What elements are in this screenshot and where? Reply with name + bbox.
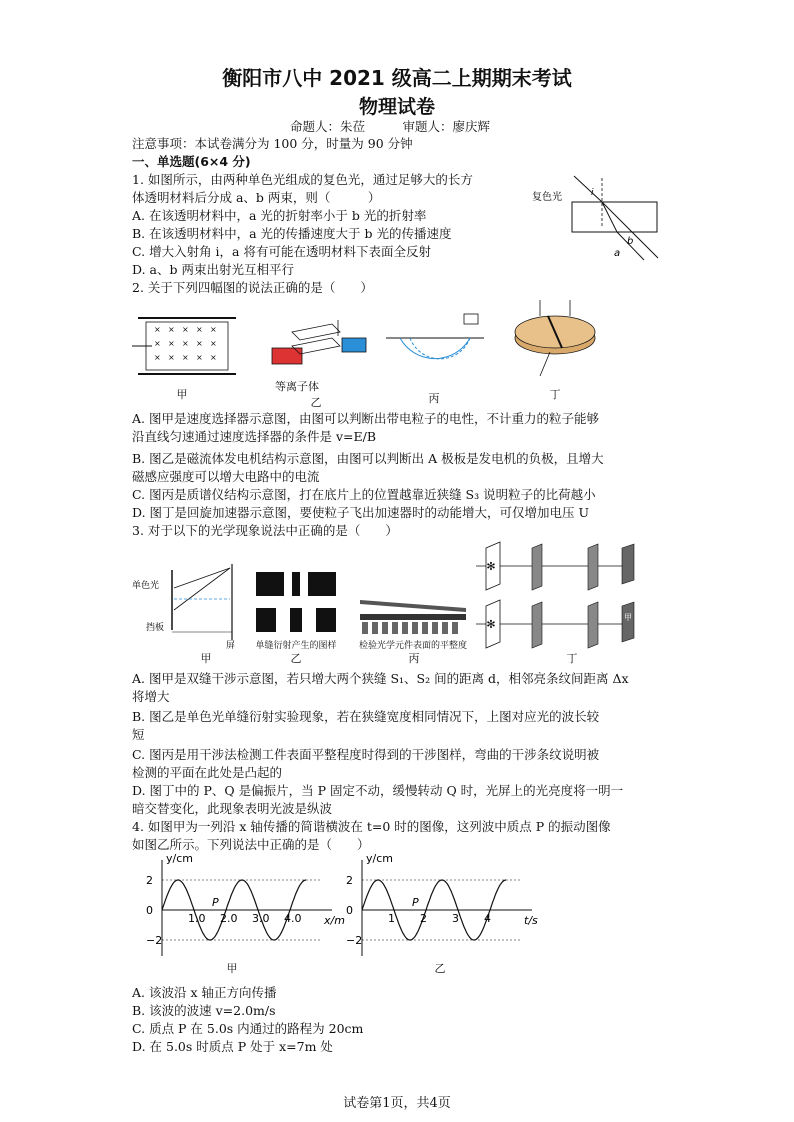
q1-fig-i-label: i bbox=[591, 188, 594, 198]
q3-stem: 3. 对于以下的光学现象说法中正确的是（ ） bbox=[132, 523, 398, 538]
q3-fig-ding-label: 甲 bbox=[624, 613, 632, 622]
q2-figure-mhd-generator bbox=[262, 318, 372, 378]
q4-option-b: B. 该波的波速 v=2.0m/s bbox=[132, 1003, 276, 1018]
x-axis-label: x/m bbox=[324, 914, 345, 927]
q1-option-a: A. 在该透明材料中，a 光的折射率小于 b 光的折射率 bbox=[132, 208, 427, 223]
q3-option-a-1: A. 图甲是双缝干涉示意图，若只增大两个狭缝 S₁、S₂ 间的距离 d，相邻亮条纹间距离 Δx bbox=[132, 671, 629, 686]
q4-chart-vibration bbox=[332, 852, 542, 968]
svg-text:✻: ✻ bbox=[486, 560, 496, 573]
q4-chart-wave bbox=[132, 852, 345, 968]
y-tick-label: 0 bbox=[146, 904, 153, 917]
svg-text:×: × bbox=[182, 325, 189, 334]
q3-fig-screen-label: 屏 bbox=[226, 641, 236, 651]
q3-caption-ding: 丁 bbox=[566, 652, 578, 665]
svg-text:×: × bbox=[154, 325, 161, 334]
svg-text:×: × bbox=[154, 339, 161, 348]
svg-text:×: × bbox=[196, 339, 203, 348]
q2-option-a-1: A. 图甲是速度选择器示意图，由图可以判断出带电粒子的电性，不计重力的粒子能够 bbox=[132, 411, 599, 426]
point-p-label: P bbox=[212, 896, 219, 909]
q4-caption-jia: 甲 bbox=[226, 962, 238, 975]
q3-fig-baffle-label: 挡板 bbox=[146, 623, 165, 633]
svg-text:×: × bbox=[196, 353, 203, 362]
q1-option-b: B. 在该透明材料中，a 光的传播速度大于 b 光的传播速度 bbox=[132, 226, 452, 241]
q3-option-b-2: 短 bbox=[132, 727, 145, 742]
q3-caption-yi: 乙 bbox=[290, 652, 302, 665]
x-tick-label: 3 bbox=[452, 912, 459, 925]
q2-caption-bing: 丙 bbox=[428, 392, 440, 405]
q3-fig-bing-label: 检验光学元件表面的平整度 bbox=[358, 641, 467, 651]
x-tick-label: 2.0 bbox=[220, 912, 238, 925]
svg-text:×: × bbox=[210, 325, 217, 334]
y-axis-label: y/cm bbox=[166, 852, 193, 865]
q3-fig-yi-label: 单缝衍射产生的图样 bbox=[255, 641, 337, 651]
q3-caption-bing: 丙 bbox=[408, 652, 420, 665]
y-tick-label: −2 bbox=[146, 934, 163, 947]
svg-text:×: × bbox=[182, 339, 189, 348]
q3-option-c-1: C. 图丙是用干涉法检测工件表面平整程度时得到的干涉图样，弯曲的干涉条纹说明被 bbox=[132, 747, 600, 762]
q1-fig-a-label: a bbox=[614, 248, 621, 259]
x-axis-label: t/s bbox=[524, 914, 538, 927]
q3-caption-jia: 甲 bbox=[200, 652, 212, 665]
q4-option-a: A. 该波沿 x 轴正方向传播 bbox=[132, 985, 277, 1000]
q3-fig-light-label: 单色光 bbox=[132, 581, 160, 591]
q2-figure-cyclotron bbox=[510, 296, 600, 382]
x-tick-label: 1 bbox=[388, 912, 395, 925]
q2-option-c: C. 图丙是质谱仪结构示意图，打在底片上的位置越靠近狭缝 S₃ 说明粒子的比荷越小 bbox=[132, 487, 596, 502]
q2-option-b-2: 磁感应强度可以增大电路中的电流 bbox=[132, 469, 320, 484]
x-tick-label: 3.0 bbox=[252, 912, 270, 925]
q1-figure-refraction bbox=[532, 168, 662, 268]
svg-text:×: × bbox=[168, 353, 175, 362]
q2-caption-yi: 乙 bbox=[310, 396, 322, 409]
q3-figure-flatness-test bbox=[358, 596, 468, 636]
q1-option-d: D. a、b 两束出射光互相平行 bbox=[132, 262, 294, 277]
q1-fig-b-label: b bbox=[627, 236, 634, 247]
q3-option-d-1: D. 图丁中的 P、Q 是偏振片，当 P 固定不动，缓慢转动 Q 时，光屏上的光亮度将一明一 bbox=[132, 783, 624, 798]
q3-figure-diffraction bbox=[254, 570, 338, 636]
q4-stem-2: 如图乙所示。下列说法中正确的是（ ） bbox=[132, 837, 370, 852]
q2-fig-yi-label: 等离子体 bbox=[275, 380, 319, 393]
q2-option-d: D. 图丁是回旋加速器示意图，要使粒子飞出加速器时的动能增大，可仅增加电压 U bbox=[132, 505, 590, 520]
y-tick-label: 2 bbox=[146, 874, 153, 887]
svg-text:×: × bbox=[154, 353, 161, 362]
q3-figure-double-slit bbox=[132, 560, 244, 651]
q4-option-d: D. 在 5.0s 时质点 P 处于 x=7m 处 bbox=[132, 1039, 333, 1054]
q2-figure-mass-spectrometer bbox=[380, 312, 490, 388]
q1-fig-light-label: 复色光 bbox=[532, 192, 562, 203]
y-axis-label: y/cm bbox=[366, 852, 393, 865]
q2-option-b-1: B. 图乙是磁流体发电机结构示意图，由图可以判断出 A 极板是发电机的负极，且增大 bbox=[132, 451, 604, 466]
exam-subtitle: 物理试卷 bbox=[358, 96, 435, 118]
x-tick-label: 1.0 bbox=[188, 912, 206, 925]
svg-text:×: × bbox=[168, 339, 175, 348]
q3-option-a-2: 将增大 bbox=[132, 689, 170, 704]
y-tick-label: −2 bbox=[346, 934, 363, 947]
svg-text:×: × bbox=[210, 339, 217, 348]
x-tick-label: 2 bbox=[420, 912, 427, 925]
y-tick-label: 0 bbox=[346, 904, 353, 917]
q4-caption-yi: 乙 bbox=[434, 962, 446, 975]
q2-figure-velocity-selector bbox=[132, 312, 242, 382]
q1-stem-1: 1. 如图所示，由两种单色光组成的复色光，通过足够大的长方 bbox=[132, 172, 473, 187]
svg-text:✻: ✻ bbox=[486, 618, 496, 631]
exam-title: 衡阳市八中 2021 级高二上期期末考试 bbox=[222, 66, 572, 90]
q2-stem: 2. 关于下列四幅图的说法正确的是（ ） bbox=[132, 280, 373, 295]
x-tick-label: 4.0 bbox=[284, 912, 302, 925]
q3-option-b-1: B. 图乙是单色光单缝衍射实验现象，若在狭缝宽度相同情况下，上图对应光的波长较 bbox=[132, 709, 600, 724]
q1-option-c: C. 增大入射角 i，a 将有可能在透明材料下表面全反射 bbox=[132, 244, 431, 259]
point-p-label: P bbox=[412, 896, 419, 909]
authors-line: 命题人：朱莅 审题人：廖庆辉 bbox=[290, 119, 491, 134]
q4-option-c: C. 质点 P 在 5.0s 内通过的路程为 20cm bbox=[132, 1021, 364, 1036]
q3-figure-polarizers bbox=[476, 540, 646, 660]
svg-text:×: × bbox=[182, 353, 189, 362]
page-footer: 试卷第1页，共4页 bbox=[343, 1096, 451, 1111]
q3-option-d-2: 暗交替变化，此现象表明光波是纵波 bbox=[132, 801, 333, 816]
q2-option-a-2: 沿直线匀速通过速度选择器的条件是 v=E/B bbox=[132, 429, 377, 444]
y-tick-label: 2 bbox=[346, 874, 353, 887]
q1-stem-2: 体透明材料后分成 a、b 两束，则（ ） bbox=[132, 190, 381, 205]
section-heading: 一、单选题(6×4 分) bbox=[132, 154, 251, 169]
svg-text:×: × bbox=[210, 353, 217, 362]
x-tick-label: 4 bbox=[484, 912, 491, 925]
q2-caption-ding: 丁 bbox=[549, 388, 561, 401]
svg-text:×: × bbox=[196, 325, 203, 334]
q4-stem-1: 4. 如图甲为一列沿 x 轴传播的简谐横波在 t=0 时的图像，这列波中质点 P 的振动图像 bbox=[132, 819, 611, 834]
q3-option-c-2: 检测的平面在此处是凸起的 bbox=[132, 765, 283, 780]
q2-caption-jia: 甲 bbox=[176, 388, 188, 401]
notice-line: 注意事项：本试卷满分为 100 分，时量为 90 分钟 bbox=[132, 136, 413, 151]
svg-text:×: × bbox=[168, 325, 175, 334]
